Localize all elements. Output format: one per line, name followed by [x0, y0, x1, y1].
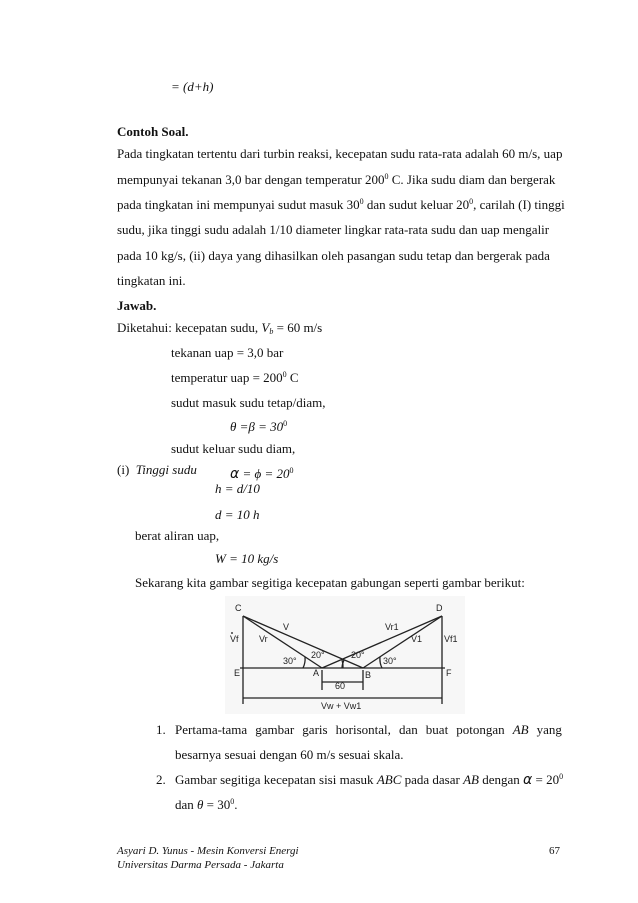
footer-university: Universitas Darma Persada - Jakarta [117, 859, 284, 871]
step-1-line-1: Pertama-tama gambar garis horisontal, dan buat potongan AB yang [175, 722, 562, 737]
label-vr: Vr [259, 634, 268, 644]
part-i-eq1: h = d/10 [215, 481, 260, 496]
label-dim-w: Vw + Vw1 [321, 701, 362, 711]
figure-intro: Sekarang kita gambar segitiga kecepatan gabungan seperti gambar berikut: [135, 575, 525, 590]
mass-flow-text: berat aliran uap, [135, 528, 220, 543]
given-temperature: temperatur uap = $200^0$ C [171, 370, 299, 385]
label-vf1: Vf1 [444, 634, 458, 644]
example-heading: Contoh Soal. [117, 124, 189, 139]
footer-author: Asyari D. Yunus - Mesin Konversi Energi [117, 845, 299, 857]
problem-line-2 [117, 172, 562, 188]
given-pressure: tekanan uap = 3,0 bar [171, 345, 284, 360]
given-inlet-angle-eq: $\theta =\beta = 30^0$ [230, 419, 288, 434]
problem-line-1: Pada tingkatan tertentu dari turbin reaksi, kecepatan sudu rata-rata adalah 60 m/s, uap [117, 146, 563, 161]
problem-line-4: sudu, jika tinggi sudu adalah 1/10 diameter lingkar rata-rata sudu dan uap mengalir [117, 222, 550, 237]
label-v: V [283, 622, 290, 632]
page-number: 67 [549, 845, 560, 857]
label-30-left: 30° [283, 656, 297, 666]
figure-background [225, 596, 465, 714]
problem-line-2-text: mempunyai tekanan 3,0 bar dengan temperatur $200^0$ C. Jika sudu diam dan bergerak [117, 172, 556, 187]
velocity-triangle-diagram [225, 596, 465, 714]
label-vf: Vf [230, 634, 239, 644]
part-i-eq2: d = 10 h [215, 507, 260, 522]
problem-line-3 [117, 197, 565, 213]
label-v1: V1 [411, 634, 423, 644]
step-2-number: 2. [156, 772, 166, 787]
equation-top: = (d+h) [171, 79, 214, 94]
step-1-line-2: besarnya sesuai dengan 60 m/s sesuai skala. [175, 747, 404, 762]
label-a: A [313, 668, 320, 678]
part-i-label: (i) Tinggi sudu [117, 462, 197, 477]
label-c: C [235, 603, 242, 613]
label-dim-60: 60 [335, 681, 346, 691]
label-20-left: 20° [311, 650, 325, 660]
step-2-line-1: Gambar segitiga kecepatan sisi masuk ABC pada dasar AB dengan $\alpha = 20^0$ [175, 772, 564, 788]
problem-line-5: pada 10 kg/s, (ii) daya yang dihasilkan oleh pasangan sudu tetap dan bergerak pada [117, 248, 550, 263]
step-2-line-2: dan $\theta = 30^0$. [175, 797, 238, 812]
label-f: F [446, 668, 452, 678]
given-inlet-angle-text: sudut masuk sudu tetap/diam, [171, 395, 326, 410]
label-20-right: 20° [351, 650, 365, 660]
mass-flow-eq: W = 10 kg/s [215, 551, 279, 566]
problem-line-3-text: pada tingkatan ini mempunyai sudut masuk $30^0$ dan sudut keluar $20^0$, carilah (I) tinggi [117, 197, 565, 212]
label-d: D [436, 603, 443, 613]
problem-line-6: tingkatan ini. [117, 273, 186, 288]
answer-heading: Jawab. [117, 298, 157, 313]
given-outlet-angle-text: sudut keluar sudu diam, [171, 441, 296, 456]
step-1-number: 1. [156, 722, 166, 737]
label-e: E [234, 668, 241, 678]
given-outlet-angle-eq: $\alpha = \phi = 20^0$ [230, 466, 294, 482]
label-b: B [365, 670, 372, 680]
label-vr1: Vr1 [385, 622, 399, 632]
label-30-right: 30° [383, 656, 397, 666]
given-blade-speed: Diketahui: kecepatan sudu, $V_b = 60$ m/s [117, 320, 323, 336]
